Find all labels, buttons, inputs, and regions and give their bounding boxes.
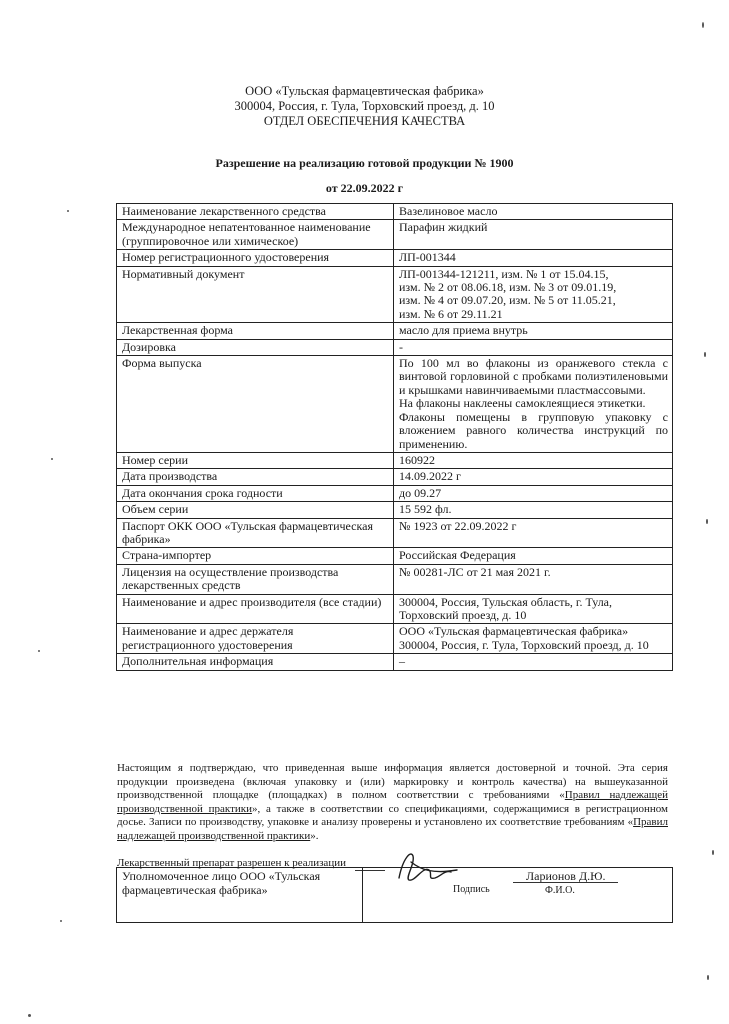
table-row bbox=[117, 594, 673, 624]
row-value: № 1923 от 22.09.2022 г bbox=[394, 518, 673, 548]
row-label: Форма выпуска bbox=[117, 356, 394, 453]
row-label: Лекарственная форма bbox=[117, 323, 394, 339]
table-row bbox=[117, 868, 673, 923]
row-label: Международное непатентованное наименование (группировочное или химическое) bbox=[117, 220, 394, 250]
confirmation-text: Настоящим я подтверждаю, что приведенная выше информация является достоверной и точной. Эта серия продукции произведена (включая упаковку и (или) маркировку и контроль качества) на вышеуказанной производственной площадке (площадках) в полном соответствии с требованиями « bbox=[117, 762, 668, 802]
row-value: Парафин жидкий bbox=[394, 220, 673, 250]
scan-speck bbox=[38, 650, 40, 652]
row-label: Паспорт ОКК ООО «Тульская фармацевтическая фабрика» bbox=[117, 518, 394, 548]
authorized-person-name: Ларионов Д.Ю. bbox=[526, 869, 606, 883]
table-row bbox=[117, 564, 673, 594]
row-value: Российская Федерация bbox=[394, 548, 673, 564]
company-address: 300004, Россия, г. Тула, Торховский проезд, д. 10 bbox=[234, 99, 495, 113]
signature-caption: Подпись bbox=[453, 884, 490, 895]
norm-doc-line: изм. № 2 от 08.06.18, изм. № 3 от 09.01.19, bbox=[399, 280, 617, 295]
table-row bbox=[117, 356, 673, 453]
table-row bbox=[117, 548, 673, 564]
scan-speck bbox=[712, 850, 714, 855]
confirmation-text: », а также в соответствии со спецификациями, содержащимися в регистрационном досье. Записи по производству, упаковке и анализу проверены и установлено их соответствие требованиям « bbox=[117, 802, 668, 829]
table-row bbox=[117, 624, 673, 654]
release-form-paragraph: По 100 мл во флаконы из оранжевого стекла с винтовой горловиной с пробками полиэтиленовыми и крышками навинчиваемыми пластмассовыми. bbox=[399, 356, 668, 397]
scan-speck bbox=[706, 519, 708, 524]
row-value: 300004, Россия, Тульская область, г. Тула, Торховский проезд, д. 10 bbox=[394, 594, 673, 624]
row-value: 15 592 фл. bbox=[394, 502, 673, 518]
row-value: 160922 bbox=[394, 452, 673, 468]
table-row bbox=[117, 250, 673, 266]
table-row bbox=[117, 469, 673, 485]
release-form-paragraph: Флаконы помещены в групповую упаковку с вложением равного количества инструкций по применению. bbox=[399, 409, 668, 451]
row-label: Нормативный документ bbox=[117, 266, 394, 323]
gmp-reference: Правил надлежащей производственной практики bbox=[117, 789, 669, 815]
company-name: ООО «Тульская фармацевтическая фабрика» bbox=[245, 84, 484, 98]
confirmation-paragraph bbox=[117, 762, 668, 844]
row-value: - bbox=[394, 339, 673, 355]
row-label: Дата окончания срока годности bbox=[117, 485, 394, 501]
table-row bbox=[117, 220, 673, 250]
row-value: № 00281-ЛС от 21 мая 2021 г. bbox=[394, 564, 673, 594]
row-value: – bbox=[394, 654, 673, 670]
row-value: 14.09.2022 г bbox=[394, 469, 673, 485]
release-form-paragraph: На флаконы наклеены самоклеящиеся этикетки. bbox=[399, 396, 646, 411]
row-label: Объем серии bbox=[117, 502, 394, 518]
department-name: ОТДЕЛ ОБЕСПЕЧЕНИЯ КАЧЕСТВА bbox=[263, 114, 466, 128]
table-row bbox=[117, 339, 673, 355]
scan-speck bbox=[67, 210, 69, 212]
signature-cell bbox=[363, 868, 673, 923]
row-label: Наименование и адрес производителя (все стадии) bbox=[117, 594, 394, 624]
table-row bbox=[117, 502, 673, 518]
row-label: Наименование лекарственного средства bbox=[117, 204, 394, 220]
document-date: от 22.09.2022 г bbox=[325, 181, 404, 195]
row-label: Наименование и адрес держателя регистрационного удостоверения bbox=[117, 624, 394, 654]
approval-statement: Лекарственный препарат разрешен к реализации bbox=[117, 857, 346, 869]
confirmation-text: ». bbox=[310, 829, 319, 842]
table-row bbox=[117, 518, 673, 548]
row-value bbox=[394, 266, 673, 323]
name-caption: Ф.И.О. bbox=[545, 885, 575, 896]
row-value: ООО «Тульская фармацевтическая фабрика» 300004, Россия, г. Тула, Торховский проезд, д. 10 bbox=[394, 624, 673, 654]
row-value: до 09.27 bbox=[394, 485, 673, 501]
document-header bbox=[0, 84, 729, 129]
scan-speck bbox=[707, 975, 709, 980]
row-value bbox=[394, 356, 673, 453]
scan-speck bbox=[702, 22, 704, 28]
scan-speck bbox=[704, 352, 706, 357]
document-title: Разрешение на реализацию готовой продукции № 1900 bbox=[215, 156, 514, 170]
table-row bbox=[117, 323, 673, 339]
norm-doc-line: ЛП-001344-121211, изм. № 1 от 15.04.15, bbox=[399, 266, 609, 281]
row-label: Дозировка bbox=[117, 339, 394, 355]
scan-speck bbox=[51, 458, 53, 460]
row-label: Номер регистрационного удостоверения bbox=[117, 250, 394, 266]
table-row bbox=[117, 485, 673, 501]
row-label: Номер серии bbox=[117, 452, 394, 468]
row-value: масло для приема внутрь bbox=[394, 323, 673, 339]
norm-doc-line: изм. № 4 от 09.07.20, изм. № 5 от 11.05.21, bbox=[399, 293, 616, 308]
row-value: Вазелиновое масло bbox=[394, 204, 673, 220]
scan-speck bbox=[28, 1014, 31, 1017]
table-row bbox=[117, 204, 673, 220]
gmp-reference: Правил надлежащей производственной практики bbox=[117, 816, 668, 842]
row-label: Дополнительная информация bbox=[117, 654, 394, 670]
table-row bbox=[117, 452, 673, 468]
table-row bbox=[117, 654, 673, 670]
row-label: Дата производства bbox=[117, 469, 394, 485]
name-underline bbox=[513, 882, 618, 883]
norm-doc-line: изм. № 6 от 29.11.21 bbox=[399, 306, 503, 321]
product-info-table bbox=[116, 203, 673, 671]
authorized-person-role: Уполномоченное лицо ООО «Тульская фармацевтическая фабрика» bbox=[117, 868, 363, 923]
signature-table bbox=[116, 867, 673, 923]
row-value: ЛП-001344 bbox=[394, 250, 673, 266]
table-row bbox=[117, 266, 673, 323]
row-label: Лицензия на осуществление производства лекарственных средств bbox=[117, 564, 394, 594]
scan-speck bbox=[60, 920, 62, 922]
row-label: Страна-импортер bbox=[117, 548, 394, 564]
